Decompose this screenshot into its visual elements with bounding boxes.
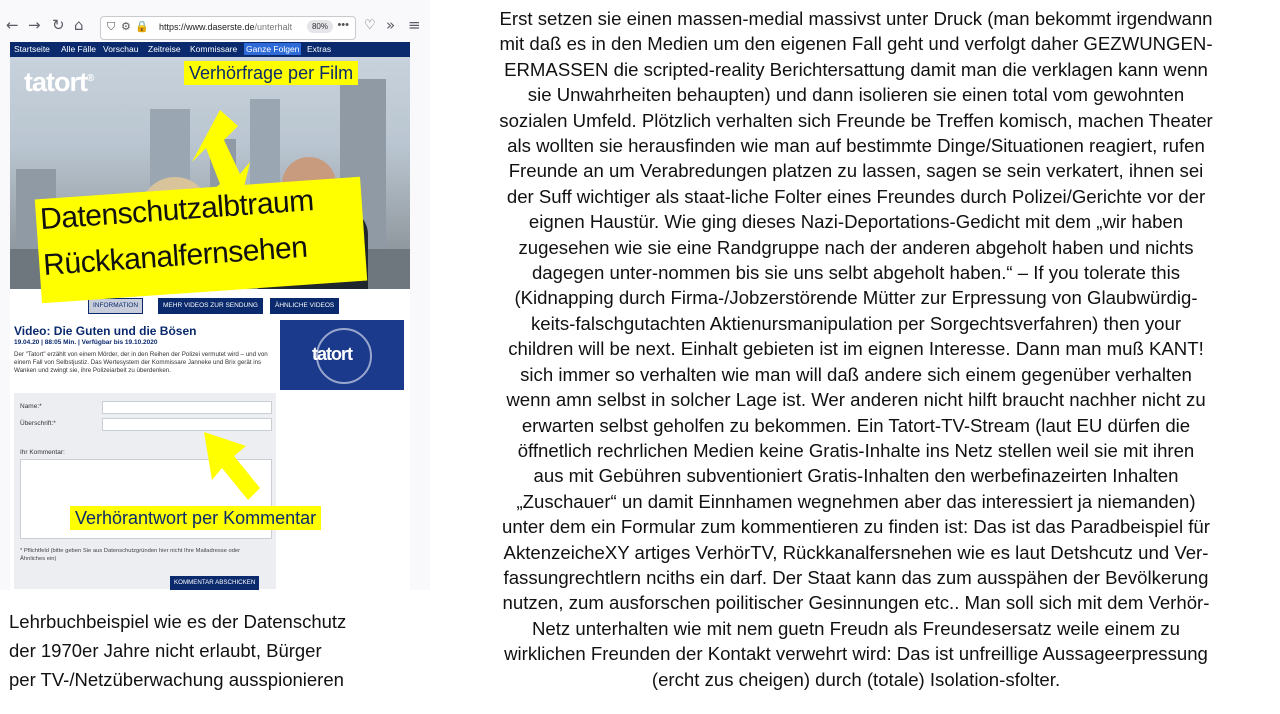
- essay-line: (ercht zus cheigen) durch (totale) Isolation-sfolter.: [651, 668, 1061, 690]
- arrow-up-icon: [186, 426, 266, 506]
- essay-line: sie Unwahrheiten behaupten) und dann isolieren sie einen total vom gewohnten: [527, 84, 1185, 106]
- video-meta: 19.04.20 | 88:05 Min. | Verfügbar bis 19.10.2020: [14, 339, 158, 346]
- nav-item-startseite[interactable]: Startseite: [14, 44, 50, 54]
- caption-line: Lehrbuchbeispiel wie es der Datenschutz: [9, 611, 347, 632]
- essay-line: fassungrechtlern nciths ein darf. Der Staat kann das zum ausspähen der Bevölkerung: [503, 566, 1209, 588]
- essay-line: AktenzeicheXY artiges VerhörTV, Rückkanalfersnehen wie es laut Detshcutz und Ver-: [503, 541, 1209, 563]
- annotation-film-question: Verhörfrage per Film: [184, 61, 358, 85]
- banner-line-1: Datenschutzalbtraum: [39, 184, 315, 237]
- site-navigation: [10, 42, 410, 57]
- essay-line: Netz unterhalten wie mit nem guetn Freudn als Freundesersatz weile einem zu: [531, 617, 1180, 639]
- nav-item-zeitreise[interactable]: Zeitreise: [148, 44, 181, 54]
- url-domain: https://www.daserste.de: [159, 22, 255, 32]
- essay-line: zugesehen wie sie eine Randgruppe nach der anderen abgeholt haben und nichts: [518, 236, 1194, 258]
- browser-screenshot: [0, 0, 430, 590]
- required-field-note: * Pflichtfeld (bitte geben Sie aus Datenschutzgründen hier nicht Ihre Mailadresse oder Ähnliches ein): [20, 548, 241, 562]
- essay-line: keits-falschgutachten Aktienursmanipulation per Sorgechtsverfahren) then your: [530, 312, 1182, 334]
- thumbnail-logo: tatort: [312, 344, 352, 364]
- hamburger-menu-icon[interactable]: ≡: [408, 16, 421, 34]
- tatort-logo-text: tatort: [24, 67, 87, 97]
- reload-icon[interactable]: ↻: [52, 16, 65, 34]
- essay-line: dagegen unter-nommen bis sie uns selbt abgeholt haben.“ – If you tolerate this: [531, 262, 1181, 284]
- zoom-indicator[interactable]: 80%: [307, 20, 333, 33]
- essay-line: sozialen Umfeld. Plötzlich verhalten sich Freunde be Treffen komisch, machen Theater: [499, 109, 1213, 131]
- nav-item-extras[interactable]: Extras: [307, 44, 332, 54]
- nav-item-alle-faelle[interactable]: Alle Fälle: [61, 44, 96, 54]
- essay-line: wirklichen Freunden der Kontakt verwehrt wird: Das ist unfreillige Aussageerpressung: [504, 643, 1208, 665]
- subject-label: Überschrift:*: [20, 420, 56, 427]
- essay-line: erwarten selbst geholfen zu bekommen. Ein Tatort-TV-Stream (laut EU dürfen die: [521, 414, 1191, 436]
- essay-line: (Kidnapping durch Firma-/Jobzerstörende Mütter zur Erpressung von Glaubwürdig-: [514, 287, 1198, 309]
- lock-icon[interactable]: 🔒: [135, 20, 149, 33]
- shield-icon[interactable]: ⛉: [107, 20, 116, 33]
- name-label: Name:*: [20, 403, 42, 410]
- nav-item-kommissare[interactable]: Kommissare: [190, 44, 238, 54]
- home-icon[interactable]: ⌂: [74, 16, 84, 34]
- back-arrow-icon[interactable]: ←: [6, 16, 19, 34]
- essay-line: als wollten sie herausfinden wie man auf bestimmte Dinge/Situationen reagiert, rufen: [507, 135, 1205, 157]
- tab-information[interactable]: INFORMATION: [88, 298, 143, 314]
- nav-item-ganze-folgen[interactable]: Ganze Folgen: [246, 44, 300, 54]
- url-text[interactable]: [159, 22, 293, 32]
- caption-line: der 1970er Jahre nicht erlaubt, Bürger: [9, 640, 322, 661]
- browser-toolbar: [0, 10, 430, 42]
- video-title: Video: Die Guten und die Bösen: [14, 324, 197, 338]
- essay-line: ERMASSEN die scripted-reality Berichtersattung damit man die verklagen kann wenn: [504, 58, 1208, 80]
- submit-comment-button[interactable]: KOMMENTAR ABSCHICKEN: [170, 576, 259, 590]
- essay-line: der Suff wichtiger als staat-liche Folter eines Freundes durch Polizei/Gerichte vor der: [506, 185, 1206, 207]
- essay-line: nutzen, zum ausforschen poilitischer Gesinnungen etc.. Man soll sich mit dem Verhör-: [502, 592, 1210, 614]
- tatort-logo: [24, 67, 93, 98]
- video-description: Der "Tatort" erzählt von einem Mörder, der in den Reihen der Polizei vermutet wird – und von einem Fall von Selbstjustiz. Das Wertesystem der Kommissare Janneke und Brix gerät ins Wanken und zwingt sie, ihre Polizeiarbeit zu überdenken.: [14, 351, 268, 375]
- essay-line: sich immer so verhalten wie man will daß andere sich einem gegenüber verhalten: [520, 363, 1192, 385]
- tatort-thumbnail[interactable]: [280, 320, 404, 390]
- page-actions-menu-icon[interactable]: •••: [337, 19, 349, 31]
- comment-label: Ihr Kommentar:: [20, 449, 65, 456]
- overflow-chevron-icon[interactable]: »: [386, 16, 396, 34]
- essay-line: „Zuschauer“ un damit Einnhamen wegnehmen aber das interessiert ja niemanden): [516, 490, 1196, 512]
- tab-similar-videos[interactable]: ÄHNLICHE VIDEOS: [270, 298, 339, 314]
- permissions-icon[interactable]: ⚙: [121, 20, 131, 33]
- nav-item-vorschau[interactable]: Vorschau: [103, 44, 139, 54]
- caption-line: per TV-/Netzüberwachung ausspionieren: [9, 669, 344, 690]
- essay-line: unter dem ein Formular zum kommentieren zu finden ist: Das ist das Paradbeispiel für: [502, 516, 1210, 538]
- essay-line: eignen Haustür. Wie ging dieses Nazi-Deportations-Gedicht mit dem „wir haben: [528, 211, 1184, 233]
- essay-line: Erst setzen sie einen massen-medial massivst unter Druck (man bekommt irgendwann: [499, 8, 1213, 29]
- name-field[interactable]: [102, 401, 272, 414]
- forward-arrow-icon[interactable]: →: [28, 16, 41, 34]
- annotation-comment-answer: Verhörantwort per Kommentar: [70, 506, 321, 530]
- arrow-shape: [192, 110, 250, 196]
- registered-mark: ®: [87, 73, 94, 84]
- essay-text: [436, 6, 1276, 692]
- essay-line: children will be next. Einhalt gebieten ist im eignen Interesse. Dann man muß KANT!: [508, 338, 1204, 360]
- tab-more-videos[interactable]: MEHR VIDEOS ZUR SENDUNG: [158, 298, 263, 314]
- screenshot-caption: [9, 607, 429, 694]
- essay-line: mit daß es in den Medien um den eigenen Fall geht und verfolgt daher GEZWUNGEN-: [499, 33, 1213, 55]
- url-path: /unterhalt: [254, 22, 293, 32]
- essay-line: wenn amn selbst in solcher Lage ist. Wer anderen nicht hilft braucht nachher nicht zu: [506, 389, 1206, 411]
- arrow-shape: [204, 432, 260, 500]
- essay-line: öffnetlich rechrlichen Medien keine Gratis-Inhalte ins Netz stellen weil sie mit ihren: [517, 439, 1195, 461]
- essay-line: aus mit Gebühren subventioniert Gratis-Inhalten den werbefinazeirten Inhalten: [533, 465, 1179, 487]
- essay-line: Freunde an um Verabredungen platzen zu lassen, sagen se sein verkatert, ihnen sei: [508, 160, 1204, 182]
- banner-line-2: Rückkanalfernsehen: [42, 230, 309, 283]
- url-bar[interactable]: [100, 16, 356, 40]
- pocket-icon[interactable]: ♡: [364, 18, 376, 33]
